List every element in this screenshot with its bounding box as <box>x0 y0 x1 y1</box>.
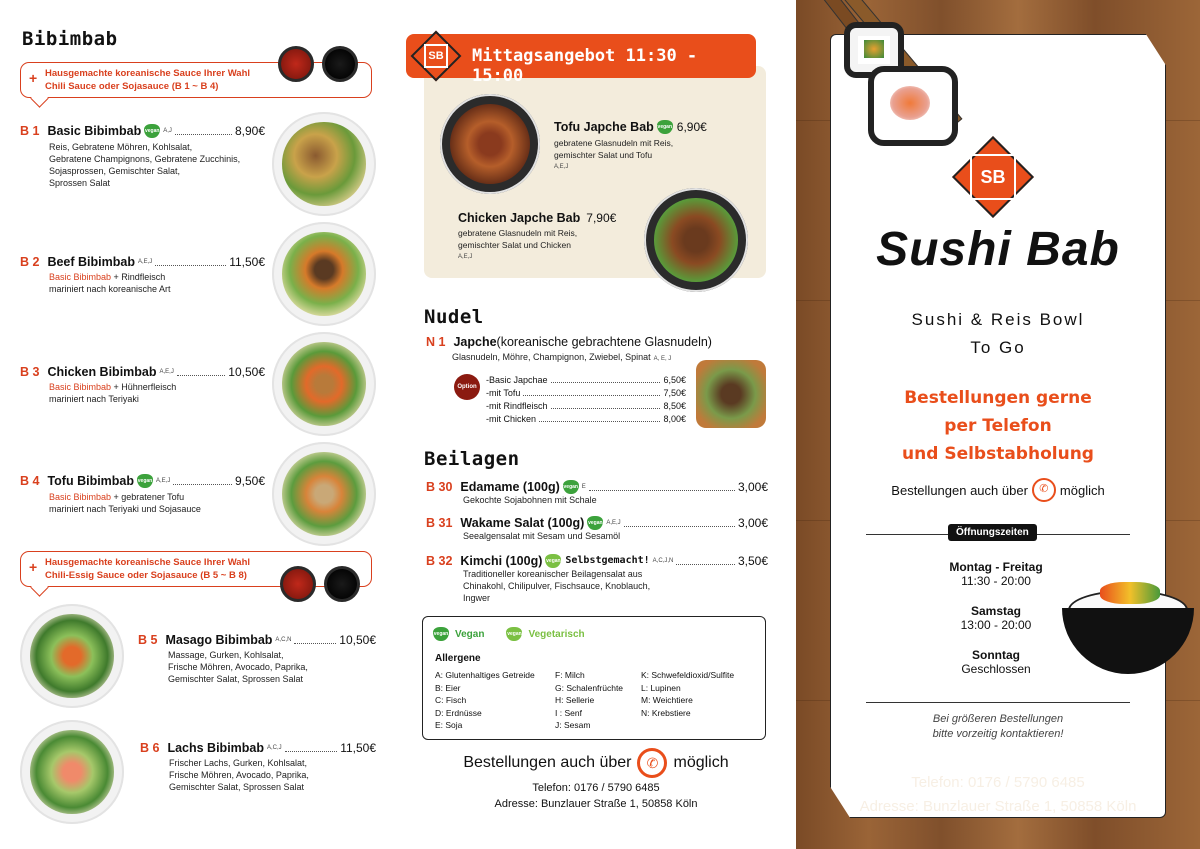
lunch-offer-header <box>406 34 756 86</box>
lunch-item-chicken <box>458 212 648 263</box>
menu-item-b30 <box>426 480 768 506</box>
lachs-bibimbab-photo <box>20 720 124 824</box>
item-price: 6,90€ <box>676 120 707 134</box>
item-price: 11,50€ <box>229 255 265 269</box>
item-desc: Traditioneller koreanischer Beilagensalat aus Chinakohl, Chilipulver, Fischsauce, Knoblauch, Ingwer <box>463 569 651 603</box>
item-name: Chicken Japche Bab <box>458 211 581 225</box>
item-price: 8,90€ <box>234 124 265 138</box>
sb-logo-text: SB <box>970 154 1016 200</box>
order-info <box>830 384 1166 468</box>
allergen: D: Erdnüsse <box>435 707 482 718</box>
sauce-note-2-line2: Chili-Essig Sauce oder Sojasauce (B 5 ~ B 8) <box>45 570 247 581</box>
japche-options <box>486 374 686 426</box>
item-desc: Seealgensalat mit Sesam und Sesamöl <box>463 531 621 541</box>
order-line-3: und Selbstabholung <box>902 444 1094 464</box>
vegan-leaf-icon: vegan <box>433 627 449 641</box>
vegan-leaf-icon: vegan <box>137 474 153 488</box>
item-price: 3,00€ <box>737 480 768 494</box>
tofu-japche-photo <box>440 94 540 194</box>
menu-item-b3 <box>20 366 265 405</box>
item-allergens: A,C,J,N <box>652 558 674 564</box>
item-allergens: A,E,J <box>137 259 153 265</box>
sb-logo-icon <box>411 31 462 82</box>
item-addon: + Hühnerfleisch <box>111 382 177 392</box>
item-name-suffix: (koreanische gebrachtene Glasnudeln) <box>496 335 712 349</box>
item-name: Wakame Salat (100g) <box>460 516 585 530</box>
option-label: -Basic Japchae <box>486 375 548 385</box>
note-line-2: bitte vorzeitig kontaktieren! <box>932 728 1064 740</box>
sauce-note-2: + Hausgemachte koreanische Sauce Ihrer Wahl Chili-Essig Sauce oder Sojasauce (B 5 ~ B 8) <box>20 551 372 587</box>
item-name: Beef Bibimbab <box>47 255 135 269</box>
item-name: Lachs Bibimbab <box>167 741 264 755</box>
sauce-note-1-line1: Hausgemachte koreanische Sauce Ihrer Wahl <box>45 68 251 79</box>
large-order-note <box>830 712 1166 742</box>
contact-address: Adresse: Bunzlauer Straße 1, 50858 Köln <box>494 798 698 810</box>
option-row <box>486 374 686 387</box>
item-desc: Gemischter Salat, Sprossen Salat <box>169 782 305 792</box>
item-code: N 1 <box>426 335 446 349</box>
vegan-leaf-icon: vegan <box>657 120 673 134</box>
item-code: B 4 <box>20 474 40 488</box>
sauce-note-1: + Hausgemachte koreanische Sauce Ihrer Wahl Chili Sauce oder Sojasauce (B 1 ~ B 4) <box>20 62 372 98</box>
menu-item-b5 <box>138 634 376 685</box>
masago-bibimbab-photo <box>20 604 124 708</box>
item-base: Basic Bibimbab <box>49 272 112 282</box>
item-code: B 6 <box>140 741 160 755</box>
item-price: 10,50€ <box>228 365 265 379</box>
item-code: B 5 <box>138 633 158 647</box>
menu-item-b2 <box>20 256 265 295</box>
item-base: Basic Bibimbab <box>49 492 112 502</box>
tagline-1: Sushi & Reis Bowl <box>911 310 1085 329</box>
item-desc: Sprossen Salat <box>49 178 111 188</box>
allergen: I : Senf <box>555 707 582 718</box>
item-name: Kimchi (100g) <box>460 554 543 568</box>
contact-phone[interactable]: Telefon: 0176 / 5790 6485 <box>532 782 660 794</box>
menu-item-b32 <box>426 554 768 604</box>
allergen: G: Schalenfrüchte <box>555 682 624 693</box>
rice-bowl-icon <box>1060 574 1200 674</box>
chicken-japche-photo <box>644 188 748 292</box>
item-desc: Reis, Gebratene Möhren, Kohlsalat, <box>49 142 193 152</box>
whatsapp-post: möglich <box>673 754 729 771</box>
beilagen-title: Beilagen <box>424 448 520 470</box>
item-desc: gebratene Glasnudeln mit Reis, <box>458 228 578 238</box>
tagline-2: To Go <box>970 338 1026 357</box>
allergens-col-2 <box>555 669 623 732</box>
basic-bibimbab-photo <box>272 112 376 216</box>
item-name: Edamame (100g) <box>460 480 560 494</box>
hours-time: 11:30 - 20:00 <box>961 574 1031 588</box>
legend-vegan: Vegan <box>455 628 485 640</box>
item-name: Tofu Japche Bab <box>554 120 654 134</box>
item-allergens: A,E,J <box>458 254 473 260</box>
lunch-item-tofu <box>554 120 744 173</box>
hours-day: Samstag <box>970 604 1022 618</box>
item-price: 3,50€ <box>737 554 768 568</box>
note-line-1: Bei größeren Bestellungen <box>932 713 1064 725</box>
order-line-1: Bestellungen gerne <box>904 388 1092 408</box>
vegan-leaf-icon: vegan <box>563 480 579 494</box>
whatsapp-pre: Bestellungen auch über <box>463 754 632 771</box>
item-name: Chicken Bibimbab <box>47 365 157 379</box>
whatsapp-icon[interactable]: ✆ <box>1032 478 1056 502</box>
item-desc: gebratene Glasnudeln mit Reis, <box>554 138 674 148</box>
item-name: Masago Bibimbab <box>165 633 273 647</box>
item-desc: Glasnudeln, Möhre, Champignon, Zwiebel, Spinat <box>452 352 651 362</box>
legend-vegetarian: Vegetarisch <box>528 628 585 640</box>
item-highlight: Selbstgemacht! <box>565 555 650 566</box>
lunch-and-sides-panel <box>396 0 796 849</box>
item-allergens: A,J <box>163 128 172 134</box>
allergens-col-1 <box>435 669 535 732</box>
item-desc: mariniert nach Teriyaki und Sojasauce <box>49 504 201 514</box>
soy-sauce-image <box>324 566 360 602</box>
allergen: A: Glutenhaltiges Getreide <box>435 670 535 680</box>
vegetarian-leaf-icon: vegan <box>545 554 561 568</box>
option-price: 8,00€ <box>663 414 686 424</box>
item-allergens: A,E,J <box>156 478 171 484</box>
hours-day: Montag - Freitag <box>949 560 1043 574</box>
item-code: B 31 <box>426 516 453 530</box>
hours-day: Sonntag <box>972 648 1020 662</box>
tofu-bibimbab-photo <box>272 442 376 546</box>
cover-whatsapp-line <box>830 478 1166 502</box>
bibimbab-title: Bibimbab <box>22 28 118 50</box>
item-code: B 32 <box>426 554 453 568</box>
allergen: M: Weichtiere <box>641 695 693 705</box>
item-desc: Frischer Lachs, Gurken, Kohlsalat, <box>169 758 308 768</box>
item-addon: + Rindfleisch <box>111 272 166 282</box>
legend-box <box>422 616 766 740</box>
menu-item-b31 <box>426 516 768 542</box>
item-desc: Gekochte Sojabohnen mit Schale <box>463 495 597 505</box>
brand-name: Sushi Bab <box>876 223 1120 276</box>
option-price: 6,50€ <box>663 375 686 385</box>
cover-phone[interactable]: Telefon: 0176 / 5790 6485 <box>911 774 1085 791</box>
bibimbab-panel <box>0 0 396 849</box>
option-row <box>486 387 686 400</box>
item-price: 7,90€ <box>586 211 617 225</box>
item-allergens: A,C,J <box>267 745 282 751</box>
whatsapp-icon[interactable]: ✆ <box>637 748 667 778</box>
allergen: L: Lupinen <box>641 682 681 693</box>
item-allergens: A,E,J <box>554 164 569 170</box>
sauce-note-1-line2: Chili Sauce oder Sojasauce (B 1 ~ B 4) <box>45 81 219 92</box>
cover-panel <box>796 0 1200 849</box>
japche-photo <box>696 360 766 428</box>
chili-sauce-image <box>278 46 314 82</box>
item-name: Basic Bibimbab <box>47 124 142 138</box>
menu-item-b1 <box>20 124 265 189</box>
item-desc: gemischter Salat und Tofu <box>554 150 653 160</box>
allergen: H: Sellerie <box>555 695 595 705</box>
option-label: -mit Rindfleisch <box>486 401 548 411</box>
option-row <box>486 413 686 426</box>
item-price: 3,00€ <box>737 516 768 530</box>
vegan-leaf-icon: vegan <box>587 516 603 530</box>
lunch-offer-title: Mittagsangebot 11:30 - 15:00 <box>472 46 698 86</box>
cover-address: Adresse: Bunzlauer Straße 1, 50858 Köln <box>859 798 1137 815</box>
item-name: Japche <box>453 335 497 349</box>
allergen: N: Krebstiere <box>641 707 691 718</box>
beef-bibimbab-photo <box>272 222 376 326</box>
item-price: 10,50€ <box>339 633 376 647</box>
allergen: K: Schwefeldioxid/Sulfite <box>641 670 735 680</box>
item-price: 11,50€ <box>340 741 376 755</box>
item-desc: Frische Möhren, Avocado, Paprika, <box>169 770 309 780</box>
whatsapp-post: möglich <box>1059 482 1105 498</box>
option-label: -mit Chicken <box>486 414 537 424</box>
menu-item-b4 <box>20 474 265 515</box>
item-allergens: E <box>581 484 586 490</box>
item-desc: Gemischter Salat, Sprossen Salat <box>168 674 304 684</box>
allergens-title: Allergene <box>435 653 481 664</box>
allergen: F: Milch <box>555 670 585 680</box>
item-allergens: A,E,J <box>606 520 621 526</box>
order-line-2: per Telefon <box>944 416 1052 436</box>
allergen: E: Soja <box>435 720 463 730</box>
item-desc: Gebratene Champignons, Gebratene Zucchinis, <box>49 154 241 164</box>
item-name: Tofu Bibimbab <box>47 474 135 488</box>
item-code: B 3 <box>20 365 40 379</box>
nudel-title: Nudel <box>424 306 484 328</box>
item-allergens: A,E,J <box>159 369 174 375</box>
item-allergens: A,C,N <box>275 637 292 643</box>
sushi-roll-icon <box>868 66 958 146</box>
item-desc: mariniert nach Teriyaki <box>49 394 139 404</box>
option-row <box>486 400 686 413</box>
item-price: 9,50€ <box>234 474 265 488</box>
item-desc: mariniert nach koreanische Art <box>49 284 171 294</box>
option-price: 7,50€ <box>663 388 686 398</box>
option-badge: Option <box>454 374 480 400</box>
item-desc: gemischter Salat und Chicken <box>458 240 571 250</box>
allergen: C: Fisch <box>435 695 467 705</box>
sb-logo-text: SB <box>424 44 448 68</box>
item-desc: Massage, Gurken, Kohlsalat, <box>168 650 284 660</box>
item-desc: Frische Möhren, Avocado, Paprika, <box>168 662 308 672</box>
item-desc: Sojasprossen, Gemischter Salat, <box>49 166 181 176</box>
opening-hours-badge: Öffnungszeiten <box>948 524 1037 541</box>
vegetarian-leaf-icon: vegan <box>506 627 522 641</box>
item-addon: + gebratener Tofu <box>111 492 185 502</box>
allergen: B: Eier <box>435 682 461 693</box>
item-allergens: A, E, J <box>653 356 672 362</box>
chili-sauce-image <box>280 566 316 602</box>
chicken-bibimbab-photo <box>272 332 376 436</box>
whatsapp-pre: Bestellungen auch über <box>891 482 1028 498</box>
allergens-col-3 <box>641 669 734 719</box>
hours-time: 13:00 - 20:00 <box>960 618 1032 632</box>
allergen: J: Sesam <box>555 720 591 730</box>
item-code: B 30 <box>426 480 453 494</box>
soy-sauce-image <box>322 46 358 82</box>
vegan-leaf-icon: vegan <box>144 124 160 138</box>
option-label: -mit Tofu <box>486 388 521 398</box>
menu-item-b6 <box>140 742 376 793</box>
hours-time: Geschlossen <box>961 662 1031 676</box>
item-base: Basic Bibimbab <box>49 382 112 392</box>
sauce-note-2-line1: Hausgemachte koreanische Sauce Ihrer Wahl <box>45 557 251 568</box>
whatsapp-order-line <box>396 748 796 778</box>
item-code: B 1 <box>20 124 40 138</box>
item-code: B 2 <box>20 255 40 269</box>
option-price: 8,50€ <box>663 401 686 411</box>
